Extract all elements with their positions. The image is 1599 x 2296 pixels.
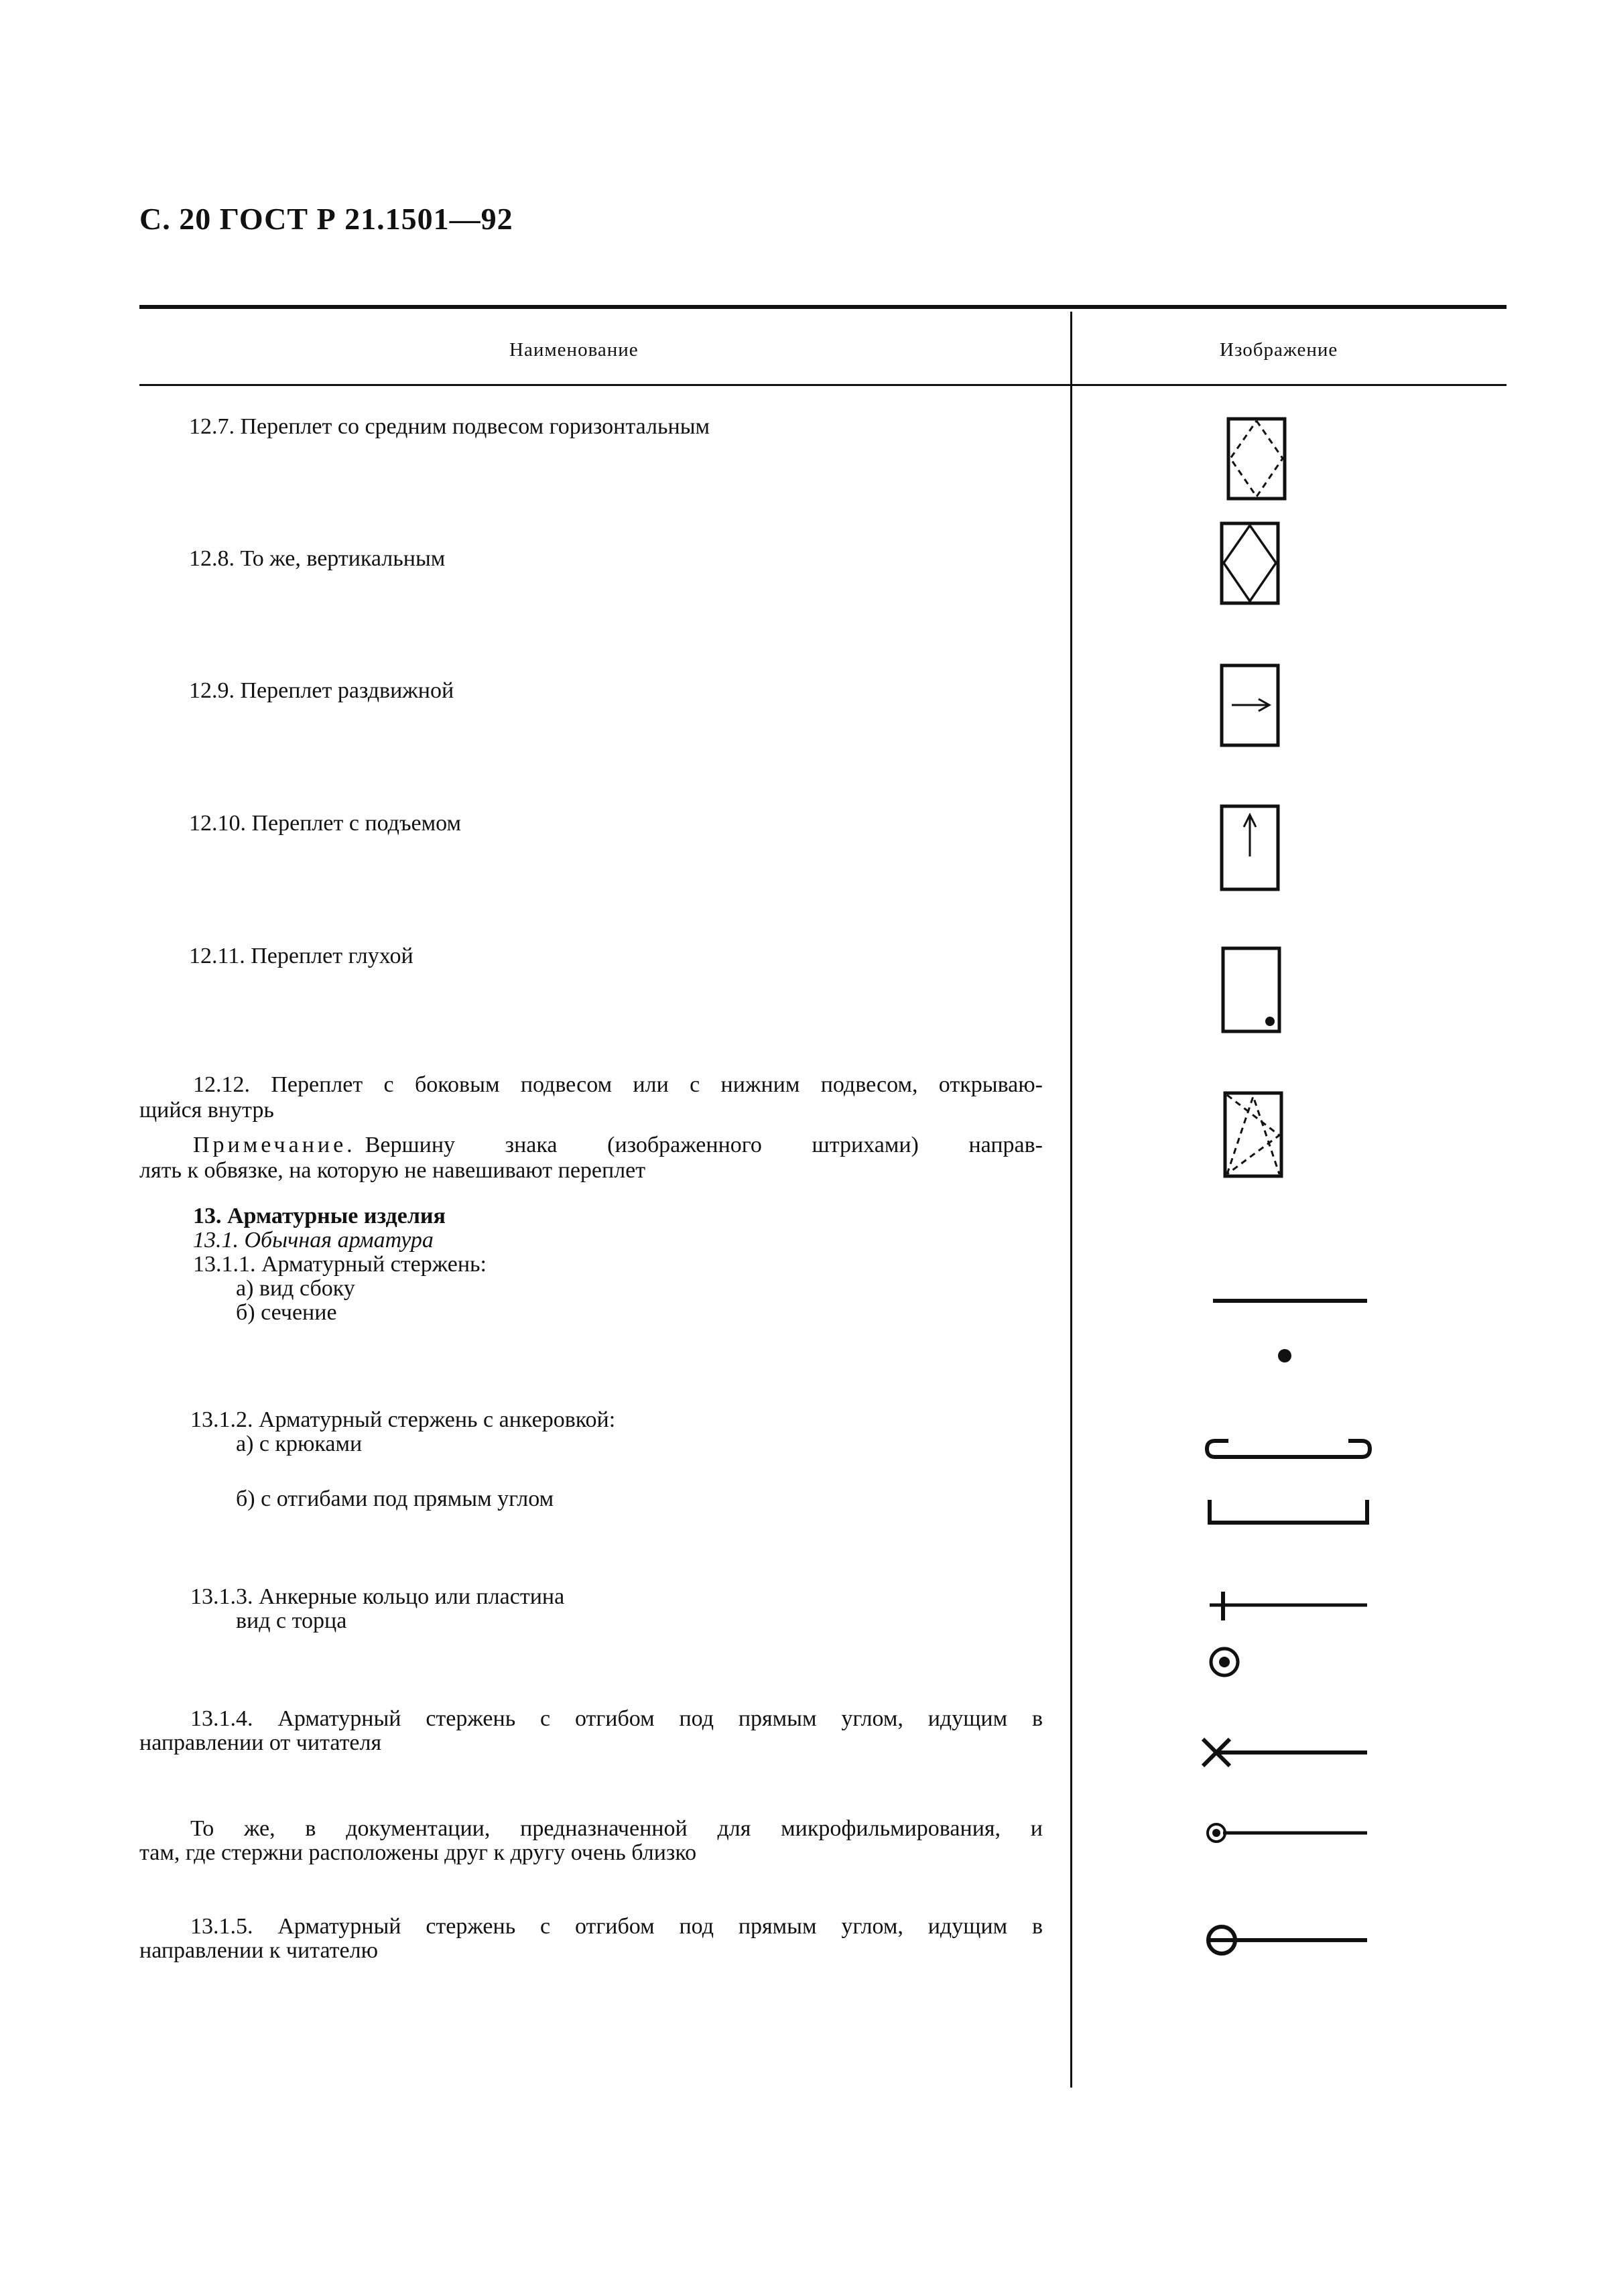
sash-side-bottom-hung-inward-icon	[1223, 1091, 1283, 1178]
item-13-1-4-alt-line1: То же, в документации, предназначенной для микрофильмирования, и	[190, 1816, 1043, 1841]
item-13-1-3-line1: 13.1.3. Анкерные кольцо или пластина	[190, 1584, 565, 1609]
sash-middle-pivot-horizontal-icon	[1226, 417, 1287, 501]
page-header: С. 20 ГОСТ Р 21.1501—92	[139, 202, 513, 236]
column-divider	[1070, 312, 1072, 2088]
row-12-12-line2: щийся внутрь	[139, 1098, 274, 1123]
row-12-9-text: 12.9. Переплет раздвижной	[189, 678, 454, 703]
row-12-7-text: 12.7. Переплет со средним подвесом горизонтальным	[189, 414, 710, 439]
section-13-1-subtitle: 13.1. Обычная арматура	[193, 1228, 434, 1253]
sash-fixed-icon	[1221, 946, 1281, 1033]
section-13-1-title	[193, 1228, 434, 1253]
item-13-1-2-title: 13.1.2. Арматурный стержень с анкеровкой:	[190, 1407, 616, 1432]
item-13-1-4-line1: 13.1.4. Арматурный стержень с отгибом под прямым углом, идущим в	[190, 1706, 1043, 1731]
item-13-1-1-title: 13.1.1. Арматурный стержень:	[193, 1252, 487, 1277]
item-13-1-1-b: б) сечение	[236, 1300, 337, 1325]
item-13-1-4-line2: направлении от читателя	[139, 1730, 382, 1755]
rebar-right-angle-bends-icon	[1203, 1494, 1374, 1528]
item-13-1-2-a: а) с крюками	[236, 1431, 363, 1456]
rebar-section-icon	[1278, 1349, 1291, 1362]
note-label: Примечание.	[193, 1133, 356, 1157]
item-13-1-2-b: б) с отгибами под прямым углом	[236, 1486, 554, 1511]
item-13-1-3-line2: вид с торца	[236, 1608, 347, 1633]
row-12-12-line1: 12.12. Переплет с боковым подвесом или с нижним подвесом, открываю-	[193, 1072, 1043, 1097]
item-13-1-1-a: а) вид сбоку	[236, 1276, 355, 1301]
row-12-8-text: 12.8. То же, вертикальным	[189, 546, 446, 571]
table-header-rule	[139, 384, 1507, 386]
row-12-11-text: 12.11. Переплет глухой	[189, 944, 413, 968]
row-12-12-note	[193, 1133, 1043, 1158]
section-13-title: 13. Арматурные изделия	[193, 1204, 446, 1228]
note-text-line2: лять к обвязке, на которую не навешивают переплет	[139, 1158, 646, 1183]
item-13-1-5-line1: 13.1.5. Арматурный стержень с отгибом под прямым углом, идущим в	[190, 1914, 1043, 1939]
note-text-line1: Вершину знака (изображенного штрихами) направ-	[365, 1133, 1043, 1157]
rebar-bend-away-icon	[1196, 1732, 1374, 1773]
column-header-name: Наименование	[509, 339, 639, 361]
anchor-ring-plate-icon	[1203, 1588, 1374, 1682]
rebar-side-view-icon	[1206, 1290, 1374, 1391]
anchor-end-view-icon	[1211, 1649, 1238, 1675]
column-header-image: Изображение	[1220, 339, 1338, 361]
sash-lifting-icon	[1220, 804, 1280, 891]
sash-middle-pivot-vertical-icon	[1220, 521, 1280, 605]
table-top-rule	[139, 305, 1507, 309]
item-13-1-4-alt-line2: там, где стержни расположены друг к другу очень близко	[139, 1840, 697, 1865]
item-13-1-5-line2: направлении к читателю	[139, 1938, 378, 1963]
rebar-hooks-icon	[1203, 1434, 1374, 1468]
rebar-bend-toward-icon	[1203, 1920, 1374, 1960]
rebar-bend-away-microfilm-icon	[1203, 1820, 1374, 1846]
row-12-10-text: 12.10. Переплет с подъемом	[189, 811, 462, 836]
sash-sliding-icon	[1220, 663, 1280, 747]
